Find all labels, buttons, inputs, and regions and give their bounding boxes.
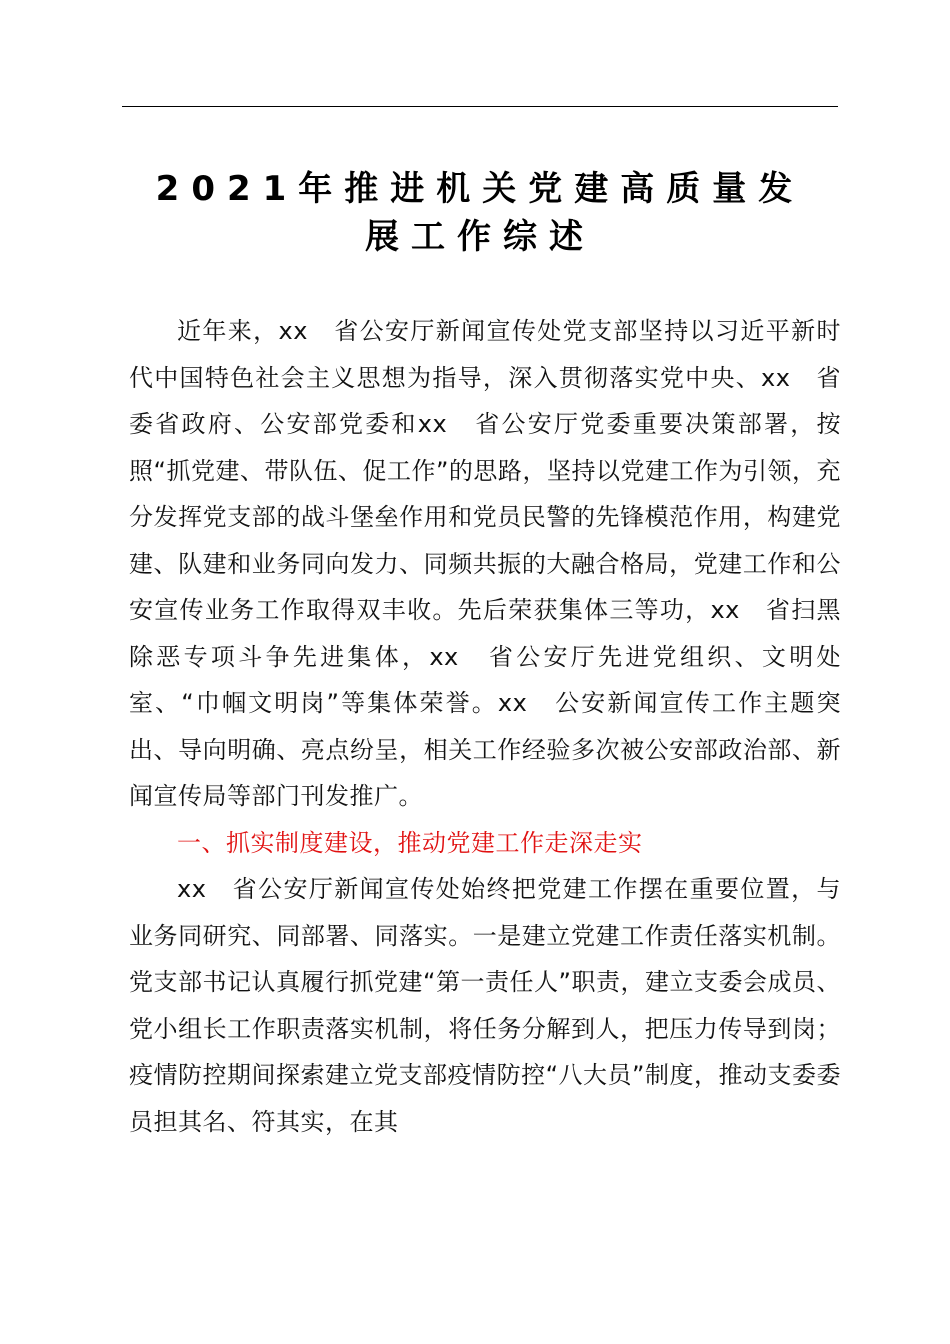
section-1-paragraph: xx 省公安厅新闻宣传处始终把党建工作摆在重要位置，与业务同研究、同部署、同落实。一是建立党建工作责任落实机制。党支部书记认真履行抓党建“第一责任人”职责，建立支委会成员、党小组长工作职责落实机制，将任务分解到人，把压力传导到岗；疫情防控期间探索建立党支部疫情防控“八大员”制度，推动支委委员担其名、符其实，在其: [129, 875, 841, 1136]
section-heading-1: 一、抓实制度建设，推动党建工作走深走实: [177, 828, 643, 857]
document-body: [129, 308, 841, 1145]
intro-paragraph: 近年来，xx 省公安厅新闻宣传处党支部坚持以习近平新时代中国特色社会主义思想为指导，深入贯彻落实党中央、xx 省委省政府、公安部党委和xx 省公安厅党委重要决策部署，按照“抓党建、带队伍、促工作”的思路，坚持以党建工作为引领，充分发挥党支部的战斗堡垒作用和党员民警的先锋模范作用，构建党建、队建和业务同向发力、同频共振的大融合格局，党建工作和公安宣传业务工作取得双丰收。先后荣获集体三等功，xx 省扫黑除恶专项斗争先进集体，xx 省公安厅先进党组织、文明处室、“巾帼文明岗”等集体荣誉。xx 公安新闻宣传工作主题突出、导向明确、亮点纷呈，相关工作经验多次被公安部政治部、新闻宣传局等部门刊发推广。: [129, 317, 841, 810]
document-title: [122, 165, 838, 261]
header-rule: [122, 106, 838, 107]
title-line-2: 展工作综述: [365, 217, 595, 257]
title-line-1: 2021年推进机关党建高质量发: [155, 169, 805, 209]
